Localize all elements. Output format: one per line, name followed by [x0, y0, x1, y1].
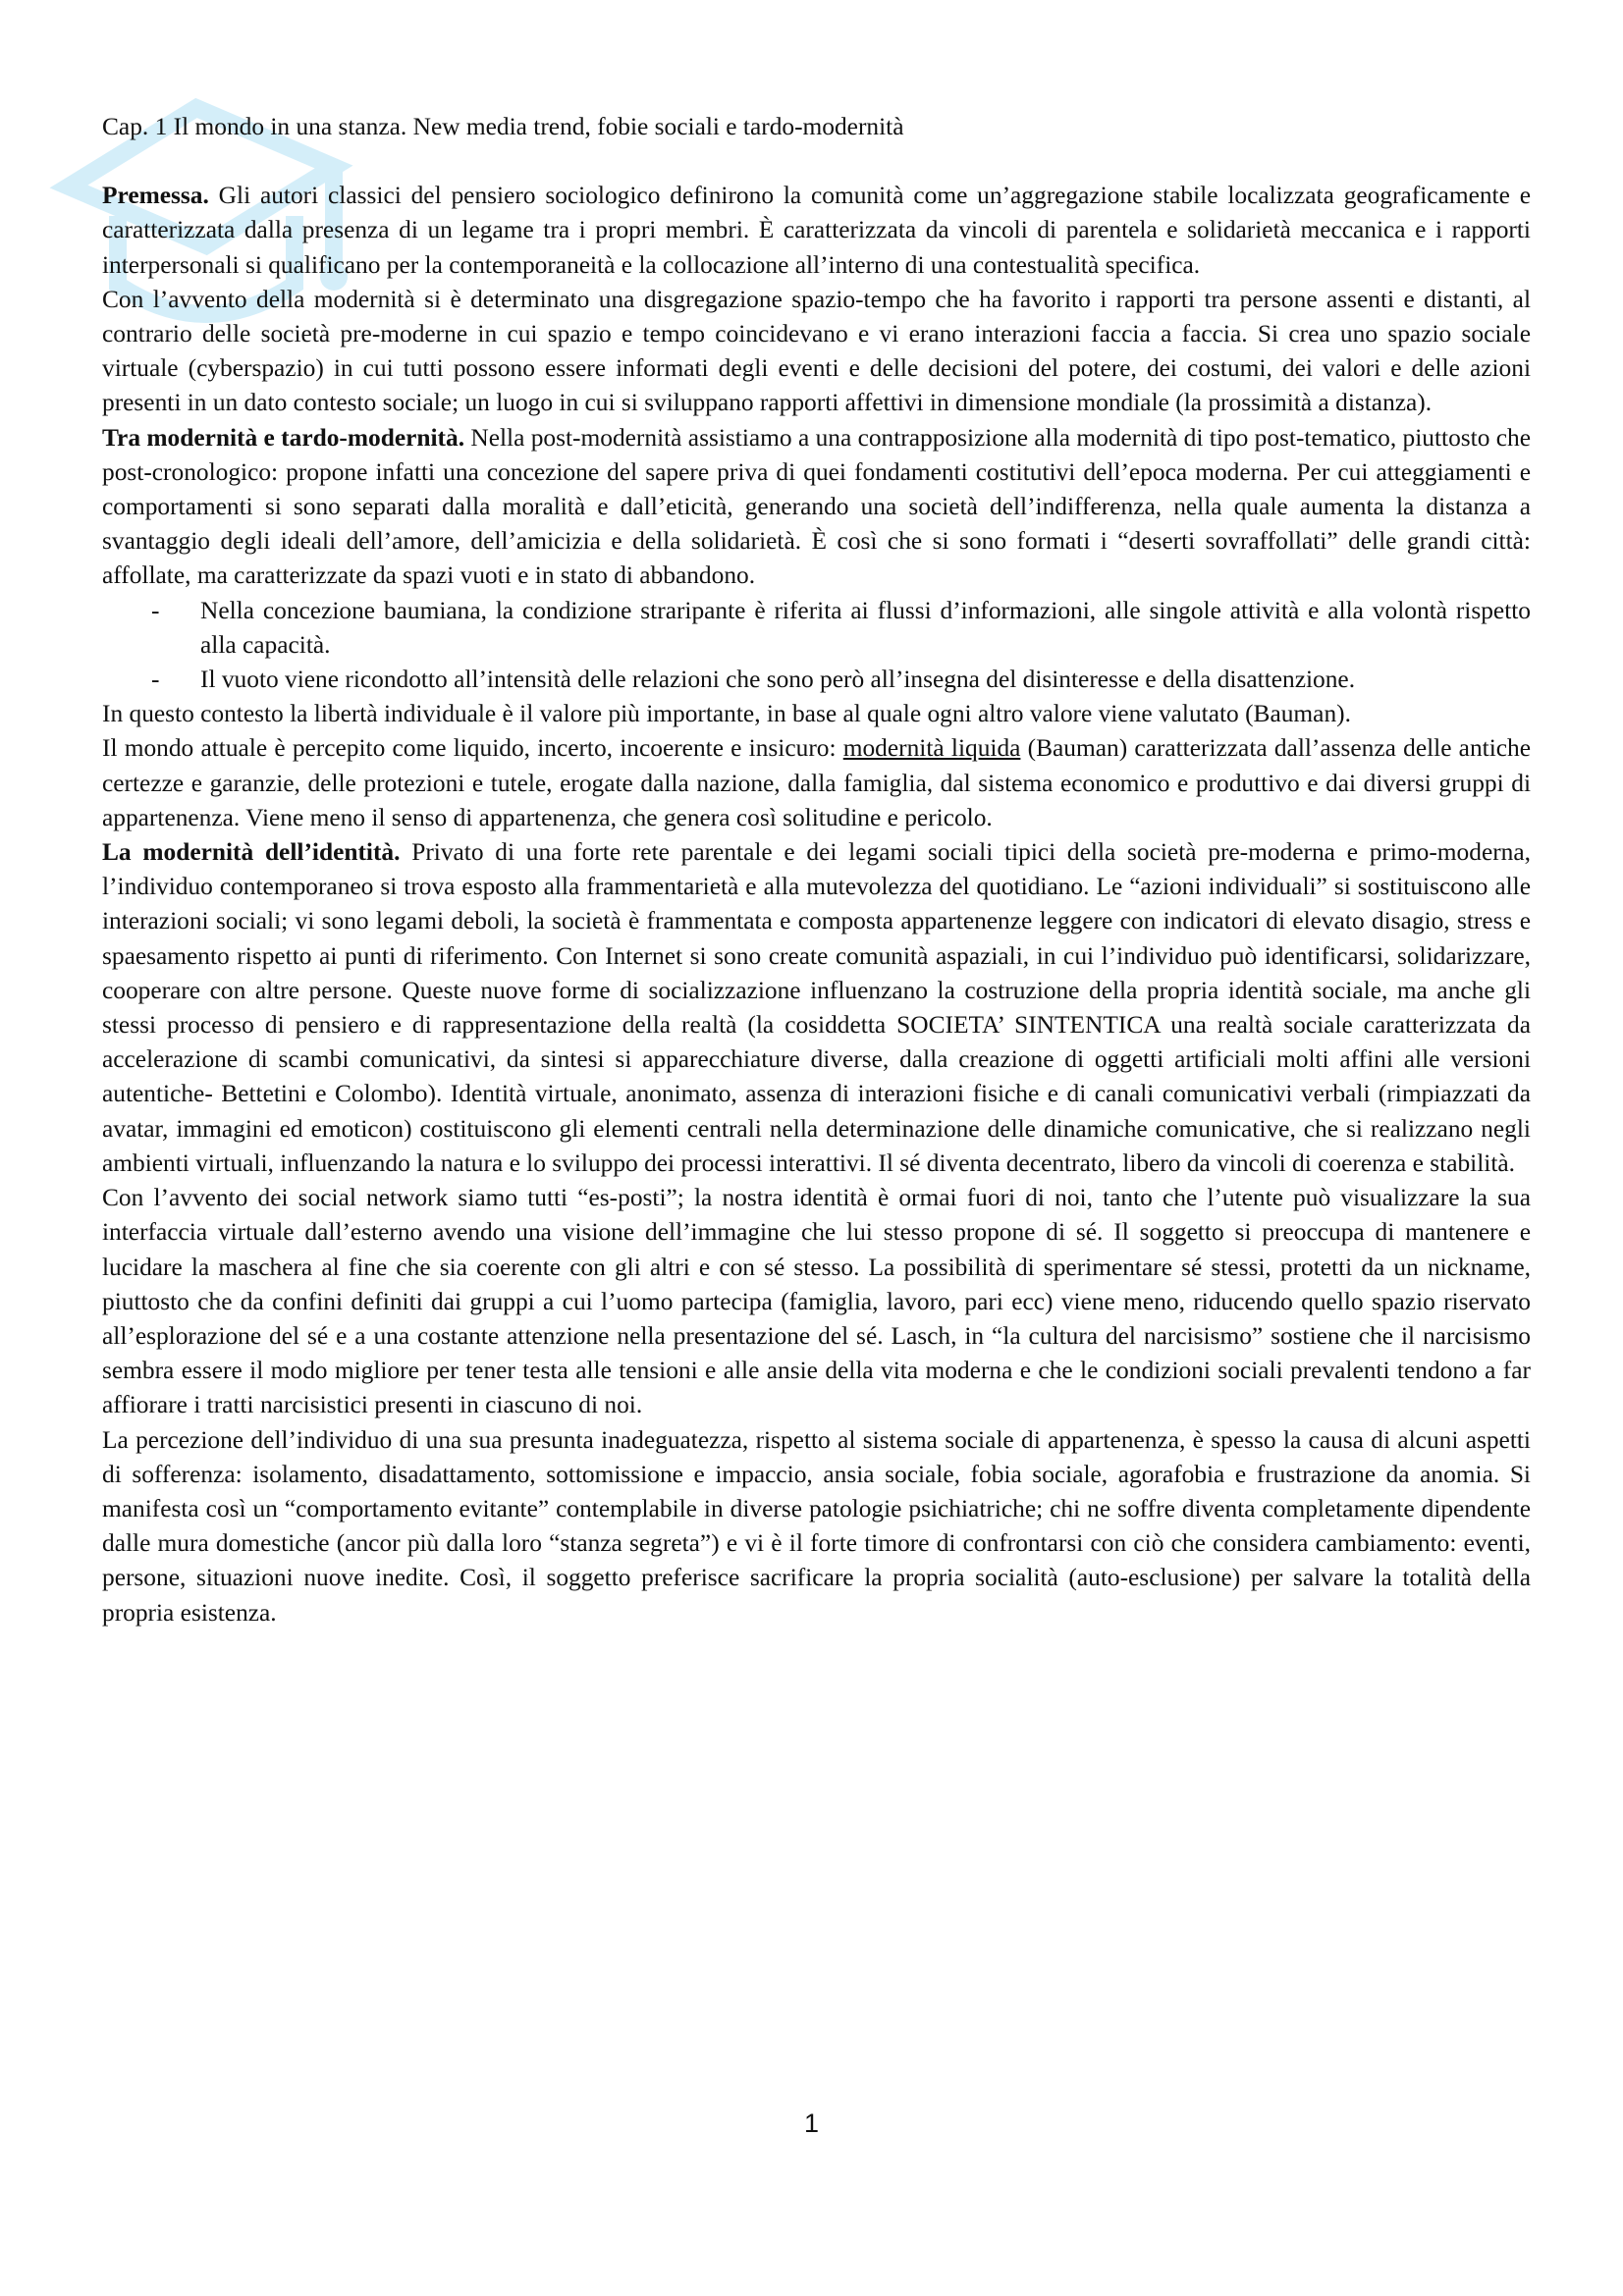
paragraph-liberta: In questo contesto la libertà individuale è il valore più importante, in base al quale ogni altro valore viene valutato (Bauman).	[102, 700, 1351, 728]
paragraph-identita	[102, 835, 1531, 1181]
paragraph-modernita-liquida	[102, 731, 1531, 835]
paragraph-modernita: Con l’avvento della modernità si è determinato una disgregazione spazio-tempo che ha favorito i rapporti tra persone assenti e distanti, al contrario delle società pre-moderne in cui spazio e tempo coincidevano e vi erano interazioni faccia a faccia. Si crea uno spazio sociale virtuale (cyberspazio) in cui tutti possono essere informati degli eventi e delle decisioni del potere, dei costumi, dei valori e delle azioni presenti in un dato contesto sociale; un luogo in cui si sviluppano rapporti affettivi in dimensione mondiale (la prossimità a distanza).	[102, 285, 1531, 417]
paragraph-modernita-liquida-post: (Bauman) caratterizzata dall’assenza delle antiche certezze e garanzie, delle protezioni e tutele, erogate dalla nazione, dalla famiglia, dal sistema economico e produttivo e dai diversi gruppi di appartenenza. Viene meno il senso di appartenenza, che genera così solitudine e pericolo.	[102, 734, 1531, 831]
paragraph-tardo-modernita	[102, 421, 1531, 594]
paragraph-social-network: Con l’avvento dei social network siamo tutti “es-posti”; la nostra identità è ormai fuori di noi, tanto che l’utente può visualizzare la sua interfaccia virtuale dall’esterno avendo una visione dell’immagine che lui stesso propone di sé. Il soggetto si preoccupa di mantenere e lucidare la maschera al fine che sia coerente con gli altri e con sé stesso. La possibilità di sperimentare sé stessi, protetti da un nickname, piuttosto che da confini definiti dai gruppi a cui l’uomo partecipa (famiglia, lavoro, pari ecc) viene meno, riducendo quello spazio riservato all’esplorazione del sé e a una costante attenzione nella presentazione del sé. Lasch, in “la cultura del narcisismo” sostiene che il narcisismo sembra essere il modo migliore per tener testa alle tensioni e alle ansie della vita moderna e che le condizioni sociali prevalenti tendono a far affiorare i tratti narcisistici presenti in ciascuno di noi.	[102, 1184, 1531, 1419]
paragraph-tardo-modernita-text: Nella post-modernità assistiamo a una contrapposizione alla modernità di tipo post-tematico, piuttosto che post-cronologico: propone infatti una concezione del sapere priva di quei fondamenti costitutivi dell’epoca moderna. Per cui atteggiamenti e comportamenti si sono separati dalla moralità e dall’eticità, generando una società dell’indifferenza, nella quale aumenta la distanza a svantaggio degli ideali dell’amore, dell’amicizia e della solidarietà. È così che si sono formati i “deserti sovraffollati” delle grandi città: affollate, ma caratterizzate da spazi vuoti e in stato di abbandono.	[102, 423, 1531, 590]
paragraph-identita-text: Privato di una forte rete parentale e dei legami sociali tipici della società pre-moderna e primo-moderna, l’individuo contemporaneo si trova esposto alla frammentarietà e alla mutevolezza del quotidiano. Le “azioni individuali” si sostituiscono alle interazioni sociali; vi sono legami deboli, la società è frammentata e composta appartenenze leggere con indicatori di elevato disagio, stress e spaesamento rispetto ai punti di riferimento. Con Internet si sono create comunità aspaziali, in cui l’individuo può identificarsi, solidarizzare, cooperare con altre persone. Queste nuove forme di socializzazione influenzano la costruzione della propria identità sociale, ma anche gli stessi processo di pensiero e di rappresentazione della realtà (la cosiddetta SOCIETA’ SINTENTICA una realtà sociale caratterizzata da accelerazione di scambi comunicativi, da sintesi si apparecchiature diverse, dalla creazione di oggetti artificiali molti affini alle versioni autentiche- Bettetini e Colombo). Identità virtuale, anonimato, assenza di interazioni fisiche e di canali comunicativi verbali (rimpiazzati da avatar, immagini ed emoticon) costituiscono gli elementi centrali nella determinazione delle dinamiche comunicative, che si realizzano negli ambienti virtuali, influenzando la natura e lo sviluppo dei processi interattivi. Il sé diventa decentrato, libero da vincoli di coerenza e stabilità.	[102, 838, 1531, 1177]
underlined-term: modernità liquida	[842, 734, 1021, 763]
paragraph-premessa-text: Gli autori classici del pensiero sociologico definirono la comunità come un’aggregazione stabile localizzata geograficamente e caratterizzata dalla presenza di un legame tra i propri membri. È caratterizzata da vincoli di parentela e solidarietà meccanica e i rapporti interpersonali si qualificano per la contemporaneità e la collocazione all’interno di una contestualità specifica.	[102, 182, 1531, 279]
page-number: 1	[803, 2109, 820, 2138]
paragraph-inadeguatezza: La percezione dell’individuo di una sua presunta inadeguatezza, rispetto al sistema sociale di appartenenza, è spesso la causa di alcuni aspetti di sofferenza: isolamento, disadattamento, sottomissione e impaccio, ansia sociale, fobia sociale, agorafobia e frustrazione da anomia. Si manifesta così un “comportamento evitante” contemplabile in diverse patologie psichiatriche; chi ne soffre diventa completamente dipendente dalle mura domestiche (ancor più dalla loro “stanza segreta”) e vi è il forte timore di confrontarsi con ciò che considera cambiamento: eventi, persone, situazioni nuove inedite. Così, il soggetto preferisce sacrificare la propria socialità (auto-esclusione) per salvare la totalità della propria esistenza.	[102, 1425, 1531, 1627]
dash-bullet: -	[151, 596, 160, 624]
paragraph-modernita-liquida-pre: Il mondo attuale è percepito come liquido, incerto, incoerente e insicuro:	[102, 734, 843, 763]
paragraph-premessa	[102, 179, 1531, 283]
dash-bullet: -	[151, 666, 160, 694]
list-item	[102, 594, 1531, 663]
bullet-list	[102, 594, 1531, 698]
paragraph-heading-tardo-modernita: Tra modernità e tardo-modernità.	[102, 423, 465, 452]
paragraph-heading-premessa: Premessa.	[102, 182, 209, 210]
list-item-text: Nella concezione baumiana, la condizione straripante è riferita ai flussi d’informazioni, alle singole attività e alla volontà rispetto alla capacità.	[200, 596, 1531, 659]
list-item	[102, 663, 1531, 697]
paragraph-heading-identita: La modernità dell’identità.	[102, 838, 401, 867]
chapter-title: Cap. 1 Il mondo in una stanza. New media trend, fobie sociali e tardo-modernità	[102, 113, 904, 140]
list-item-text: Il vuoto viene ricondotto all’intensità delle relazioni che sono però all’insegna del disinteresse e della disattenzione.	[200, 666, 1356, 694]
document-page	[102, 110, 1531, 1630]
